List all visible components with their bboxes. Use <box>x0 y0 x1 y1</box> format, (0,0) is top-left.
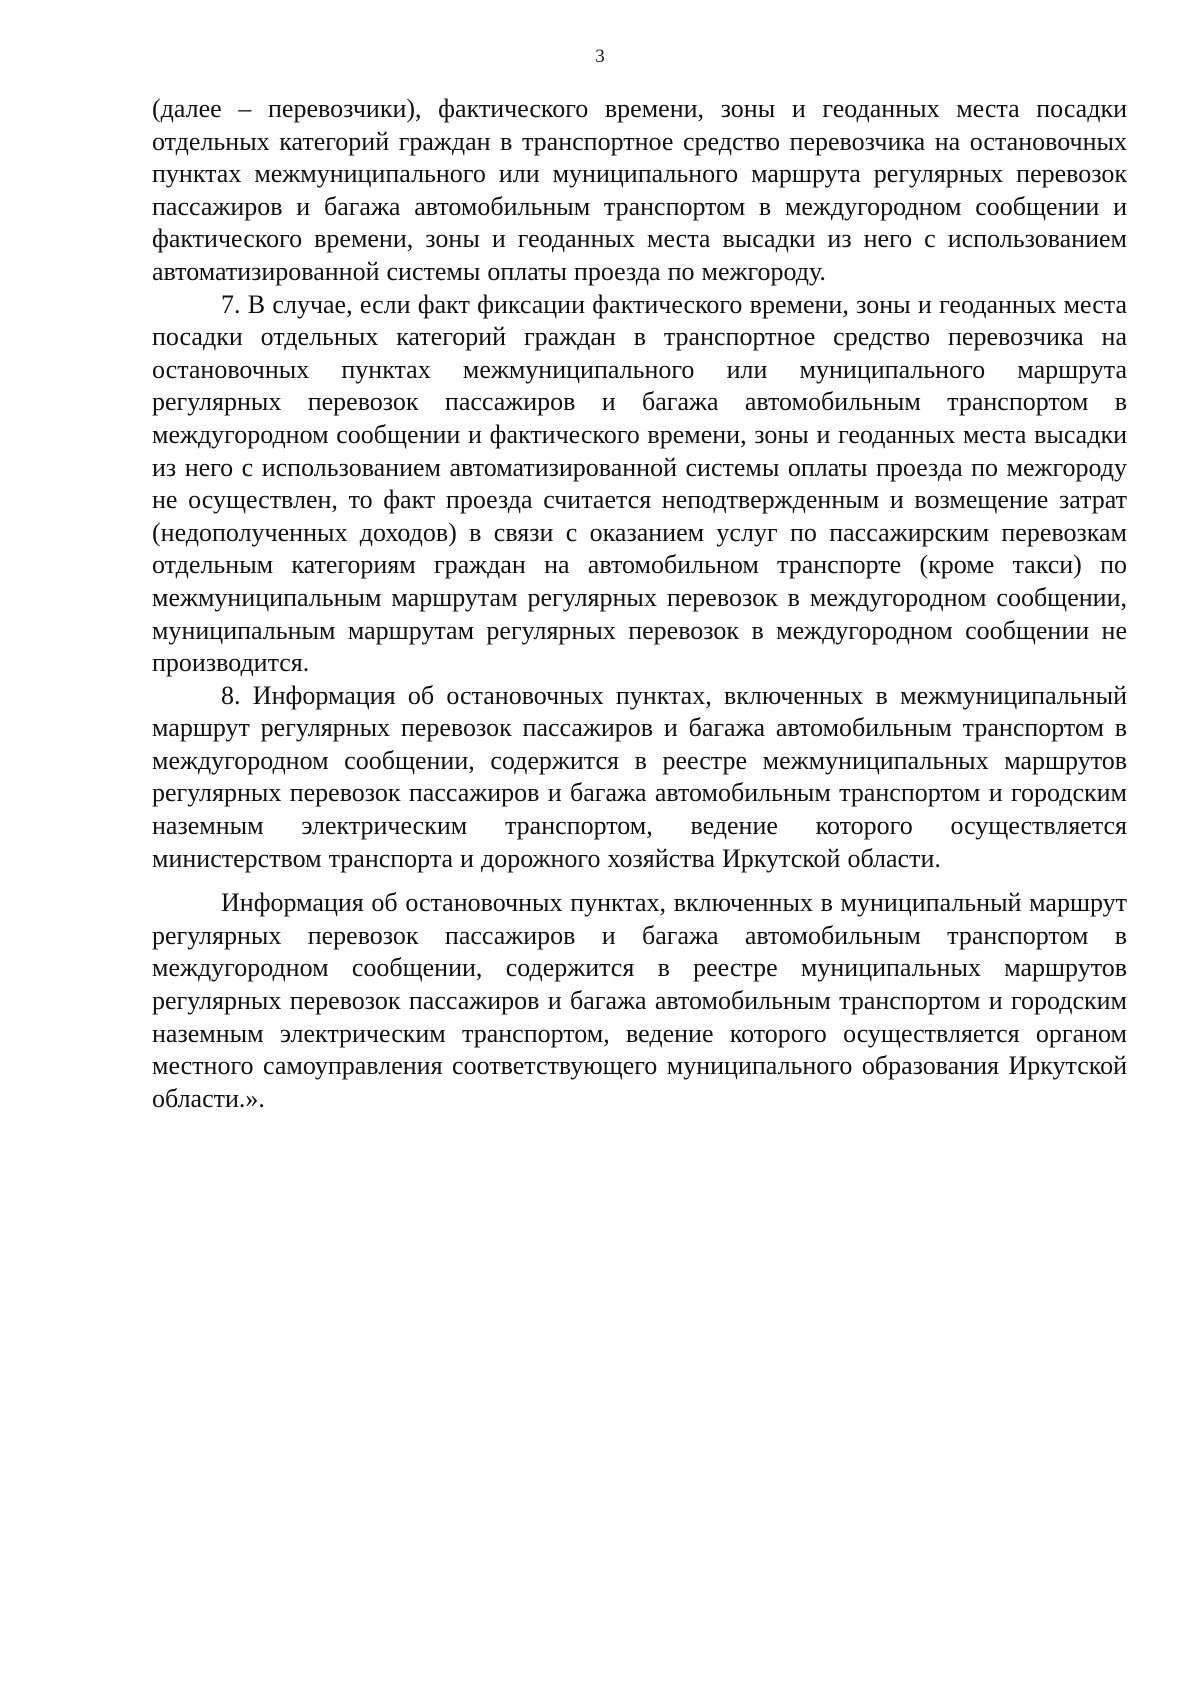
paragraph-item-7: 7. В случае, если факт фиксации фактического времени, зоны и геоданных места посадки отдельных категорий граждан в транспортное средство перевозчика на остановочных пунктах межмуниципального или муниципального маршрута регулярных перевозок пассажиров и багажа автомобильным транспортом в междугородном сообщении и фактического времени, зоны и геоданных места высадки из него с использованием автоматизированной системы оплаты проезда по межгороду не осуществлен, то факт проезда считается неподтвержденным и возмещение затрат (недополученных доходов) в связи с оказанием услуг по пассажирским перевозкам отдельным категориям граждан на автомобильном транспорте (кроме такси) по межмуниципальным маршрутам регулярных перевозок в междугородном сообщении, муниципальным маршрутам регулярных перевозок в междугородном сообщении не производится. <box>152 289 1127 678</box>
paragraph-item-8: 8. Информация об остановочных пунктах, включенных в межмуниципальный маршрут регулярных перевозок пассажиров и багажа автомобильным транспортом в междугородном сообщении, содержится в реестре межмуниципальных маршрутов регулярных перевозок пассажиров и багажа автомобильным транспортом и городским наземным электрическим транспортом, ведение которого осуществляется министерством транспорта и дорожного хозяйства Иркутской области. <box>152 680 1127 873</box>
paragraph-item-8-continued: Информация об остановочных пунктах, включенных в муниципальный маршрут регулярных перевозок пассажиров и багажа автомобильным транспортом в междугородном сообщении, содержится в реестре муниципальных маршрутов регулярных перевозок пассажиров и багажа автомобильным транспортом и городским наземным электрическим транспортом, ведение которого осуществляется органом местного самоуправления соответствующего муниципального образования Иркутской области.». <box>152 888 1127 1113</box>
paragraph-continuation: (далее – перевозчики), фактического времени, зоны и геоданных места посадки отдельных категорий граждан в транспортное средство перевозчика на остановочных пунктах межмуниципального или муниципального маршрута регулярных перевозок пассажиров и багажа автомобильным транспортом в междугородном сообщении и фактического времени, зоны и геоданных места высадки из него с использованием автоматизированной системы оплаты проезда по межгороду. <box>152 94 1127 286</box>
document-body <box>152 93 1127 1115</box>
page-number: 3 <box>595 46 605 67</box>
